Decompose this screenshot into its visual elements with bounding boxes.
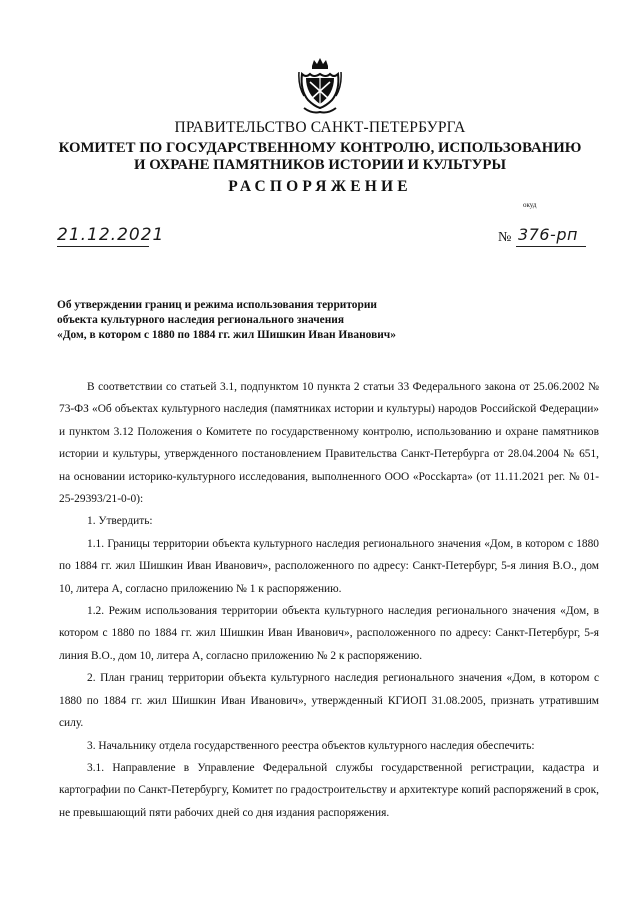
date-underline (57, 246, 149, 247)
paragraph-2: 2. План границ территории объекта культурного наследия регионального значения «Дом, в котором с 1880 по 1884 гг. жил Шишкин Иван Иванович», утвержденный КГИОП 31.08.2005, признать утратившим силу. (59, 672, 599, 730)
document-number: 376-рп (518, 225, 578, 244)
number-label: № (498, 230, 512, 245)
paragraph-3-1: 3.1. Направление в Управление Федеральной службы государственной регистрации, кадастра и картографии по Санкт-Петербургу, Комитет по градостроительству и архитектуре копий распоряжений в срок, не превышающий пяти рабочих дней со дня издания распоряжения. (59, 761, 599, 819)
committee-name-line-2: И ОХРАНЕ ПАМЯТНИКОВ ИСТОРИИ И КУЛЬТУРЫ (133, 157, 506, 173)
st-petersburg-coat-of-arms-icon (298, 56, 342, 116)
government-name: ПРАВИТЕЛЬСТВО САНКТ-ПЕТЕРБУРГА (174, 119, 466, 136)
paragraph-preamble: В соответствии со статьей 3.1, подпунктом 10 пункта 2 статьи 33 Федерального закона от 25.06.2002 № 73-ФЗ «Об объектах культурного наследия (памятниках истории и культуры) народов Российской Федерации» и пунктом 3.12 Положения о Комитете по государственному контролю, использованию и охране памятников истории и культуры, утвержденного постановлением Правительства Санкт-Петербурга от 28.04.2004 № 651, на основании историко-культурного исследования, выполненного ООО «Россkарта» (от 11.11.2021 рег. № 01-25-29393/21-0-0): (59, 381, 599, 506)
document-body (59, 376, 599, 824)
subject-line-2: объекта культурного наследия регионального значения (57, 314, 344, 326)
committee-name-line-1: КОМИТЕТ ПО ГОСУДАРСТВЕННОМУ КОНТРОЛЮ, ИСПОЛЬЗОВАНИЮ (58, 140, 582, 156)
document-type: РАСПОРЯЖЕНИЕ (228, 178, 412, 195)
subject-line-3: «Дом, в котором с 1880 по 1884 гг. жил Шишкин Иван Иванович» (57, 329, 396, 341)
paragraph-1-2: 1.2. Режим использования территории объекта культурного наследия регионального значения «Дом, в котором с 1880 по 1884 гг. жил Шишкин Иван Иванович», расположенного по адресу: Санкт-Петербург, 5-я линия В.О., дом 10, литера А, согласно приложению № 2 к распоряжению. (59, 605, 599, 662)
paragraph-1: 1. Утвердить: (87, 515, 153, 528)
number-underline (516, 246, 586, 247)
subject-line-1: Об утверждении границ и режима использования территории (57, 299, 377, 311)
committee-name (0, 140, 640, 174)
document-date: 21.12.2021 (57, 225, 165, 245)
paragraph-1-1: 1.1. Границы территории объекта культурного наследия регионального значения «Дом, в котором с 1880 по 1884 гг. жил Шишкин Иван Иванович», расположенного по адресу: Санкт-Петербург, 5-я линия В.О., дом 10, литера А, согласно приложению № 1 к распоряжению. (59, 537, 599, 595)
okud-label: окуд (523, 201, 537, 209)
document-subject (57, 298, 497, 343)
paragraph-3: 3. Начальнику отдела государственного реестра объектов культурного наследия обеспечить: (87, 739, 535, 752)
